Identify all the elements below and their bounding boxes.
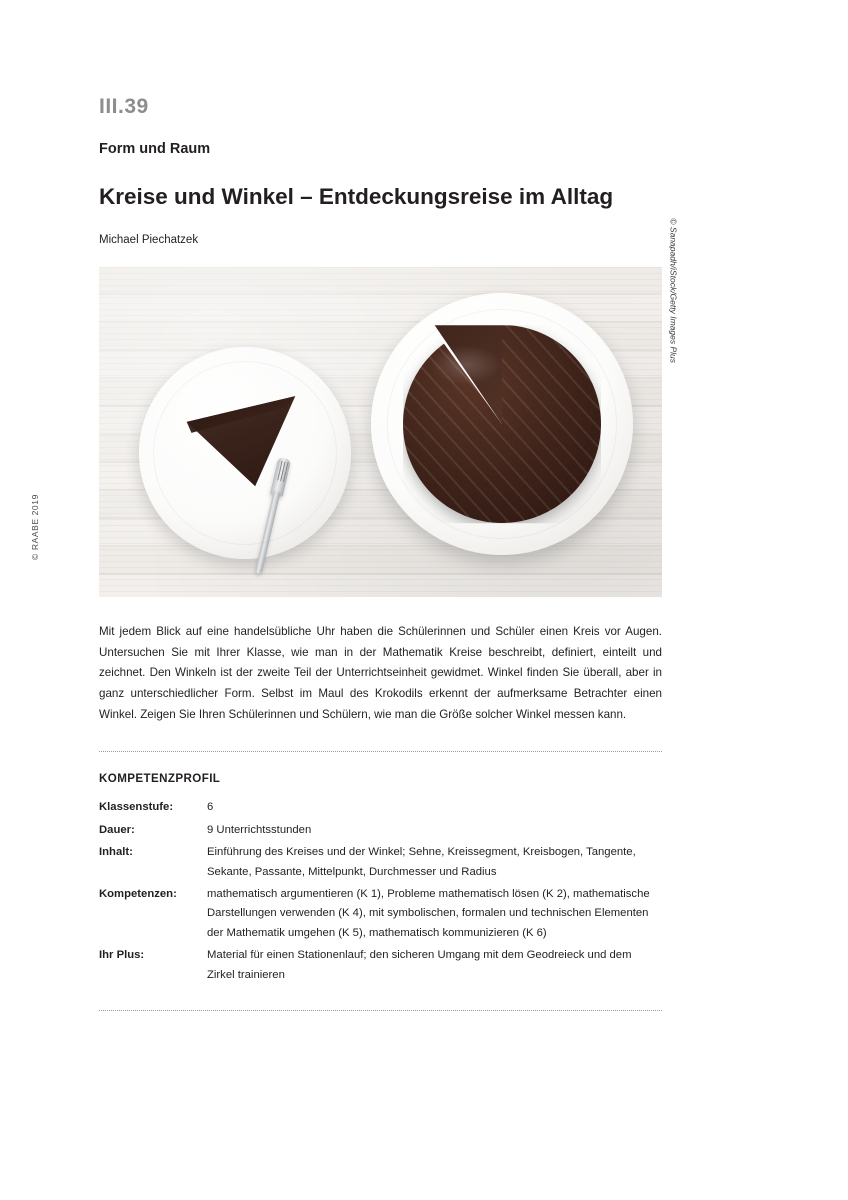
content-column (99, 0, 679, 1011)
intro-paragraph: Mit jedem Blick auf eine handelsübliche Uhr haben die Schülerinnen und Schüler einen Kreis vor Augen. Untersuchen Sie mit Ihrer Klasse, wie man in der Mathematik Kreise beschreibt, definiert, einteilt und zeichnet. Den Winkeln ist der zweite Teil der Unterrichtseinheit gewidmet. Winkel finden Sie überall, aber in ganz unterschiedlicher Form. Selbst im Maul des Krokodils erkennt der aufmerksame Betrachter einen Winkel. Zeigen Sie Ihren Schülerinnen und Schülern, wie man die Größe solcher Winkel messen kann. (99, 625, 662, 721)
row-value: 9 Unterrichtsstunden (207, 823, 312, 836)
cake-cut-surface (403, 325, 601, 523)
row-label: Kompetenzen: (99, 888, 177, 901)
competence-profile-table (99, 798, 662, 988)
chocolate-cake (403, 325, 601, 523)
row-label: Dauer: (99, 823, 135, 836)
cake-slice (182, 394, 300, 486)
fork-head (270, 457, 291, 497)
table-row (99, 843, 662, 885)
table-row (99, 885, 662, 946)
row-value: 6 (207, 801, 214, 814)
row-value: mathematisch argumentieren (K 1), Probleme mathematisch lösen (K 2), mathematische Darstellungen verwenden (K 4), mit symbolischen, formalen und technischen Elementen der Mathematik umgehen (K 5), mathematisch kommunizieren (K 6) (207, 888, 650, 939)
chapter-number: III.39 (99, 95, 149, 118)
row-value: Material für einen Stationenlauf; den sicheren Umgang mit dem Geodreieck und dem Zirkel trainieren (207, 949, 632, 981)
cake-glaze-highlight (431, 345, 501, 385)
photo-credit: © Sanapadh/iStock/Getty Images Plus (669, 218, 679, 364)
divider-bottom (99, 1010, 662, 1011)
divider-top (99, 751, 662, 752)
small-plate (139, 347, 351, 559)
side-copyright: © RAABE 2019 (30, 494, 40, 560)
competence-profile-title: KOMPETENZPROFIL (99, 772, 221, 786)
large-plate (371, 293, 633, 555)
cake-slice-glaze (182, 394, 300, 486)
table-row (99, 821, 662, 843)
table-row (99, 946, 662, 988)
row-label: Klassenstufe: (99, 801, 174, 814)
table-row (99, 798, 662, 820)
hero-photo (99, 267, 662, 597)
author-name: Michael Piechatzek (99, 234, 199, 247)
row-value: Einführung des Kreises und der Winkel; Sehne, Kreissegment, Kreisbogen, Tangente, Sekante, Passante, Mittelpunkt, Durchmesser und Radius (207, 846, 636, 878)
row-label: Ihr Plus: (99, 949, 145, 962)
row-label: Inhalt: (99, 846, 133, 859)
section-label: Form und Raum (99, 141, 211, 157)
page-title: Kreise und Winkel – Entdeckungsreise im Alltag (99, 184, 614, 210)
